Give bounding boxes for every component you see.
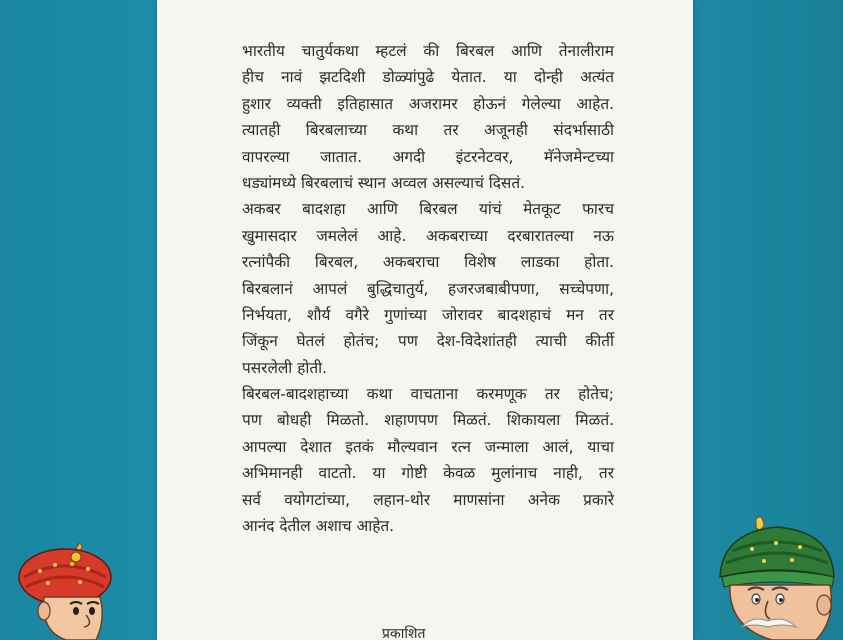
paragraph-line: आनंद देतील अशाच आहेत. — [242, 517, 395, 536]
paragraph-1 — [242, 38, 614, 196]
paragraph-line: जिंकून घेतलं होतंच; पण देश-विदेशांतही त्याची कीर्ती — [242, 332, 614, 351]
paragraph-line: पण बोधही मिळतो. शहाणपण मिळतं. शिकायला मिळतं. — [242, 411, 614, 430]
paragraph-3 — [242, 381, 614, 539]
paragraph-2 — [242, 196, 614, 381]
paragraph-line: सर्व वयोगटांच्या, लहान-थोर माणसांना अनेक प्रकारे — [242, 490, 614, 509]
paragraph-line: वापरल्या जातात. अगदी इंटरनेटवर, मॅनेजमेन्टच्या — [242, 147, 614, 166]
paragraph-line: अकबर बादशहा आणि बिरबल यांचं मेतकूट फारच — [242, 200, 614, 219]
publisher-fragment: प्रकाशित — [382, 626, 426, 640]
paragraph-line: अभिमानही वाटतो. या गोष्टी केवळ मुलांनाच नाही, तर — [242, 464, 614, 483]
paragraph-line: भारतीय चातुर्यकथा म्हटलं की बिरबल आणि तेनालीराम — [242, 42, 614, 60]
akbar-character-icon — [712, 515, 843, 640]
birbal-character-icon — [10, 535, 120, 640]
paragraph-line: पसरलेली होती. — [242, 358, 327, 377]
paragraph-line: खुमासदार जमलेलं आहे. अकबराच्या दरबारातल्या नऊ — [242, 226, 614, 245]
blurb-text — [242, 38, 614, 539]
paragraph-line: बिरबलानं आपलं बुद्धिचातुर्य, हजरजबाबीपणा, सच्चेपणा, — [242, 279, 615, 298]
paragraph-line: रत्नांपैकी बिरबल, अकबराचा विशेष लाडका होता. — [242, 253, 614, 272]
paragraph-line: हुशार व्यक्ती इतिहासात अजरामर होऊनं गेलेल्या आहेत. — [242, 94, 614, 113]
paragraph-line: निर्भयता, शौर्य वगैरे गुणांच्या जोरावर बादशहाचं मन तर — [242, 305, 614, 324]
paragraph-line: धड्यांमध्ये बिरबलाचं स्थान अव्वल असल्याचं दिसतं. — [242, 173, 526, 192]
paragraph-line: त्यातही बिरबलाच्या कथा तर अजूनही संदर्भासाठी — [242, 121, 614, 140]
paragraph-line: बिरबल-बादशहाच्या कथा वाचताना करमणूक तर होतेच; — [242, 385, 614, 404]
paragraph-line: हीच नावं झटदिशी डोळ्यांपुढे येतात. या दोन्ही अत्यंत — [242, 68, 614, 87]
paragraph-line: आपल्या देशात इतकं मौल्यवान रत्न जन्माला आलं, याचा — [242, 437, 614, 456]
